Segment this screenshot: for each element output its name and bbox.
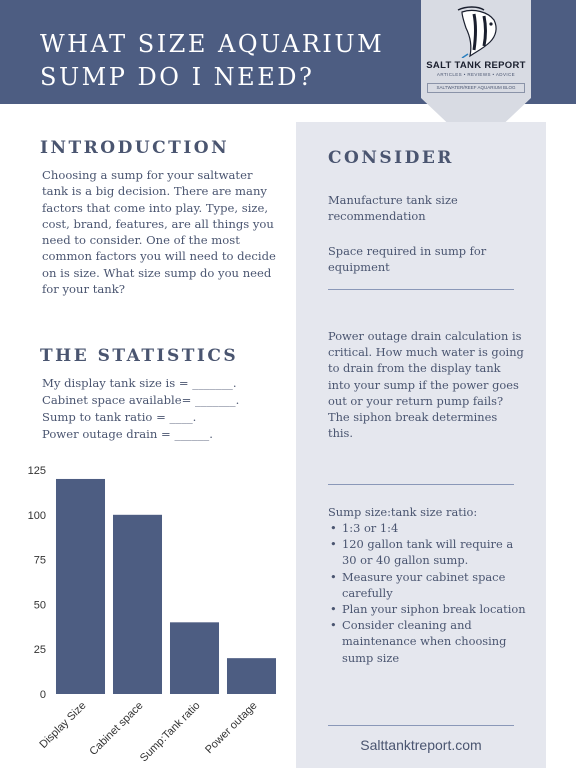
logo-blog-label: SALTWATER/REEF AQUARIUM BLOG	[427, 83, 525, 93]
y-tick-label: 25	[33, 644, 46, 657]
logo-name: SALT TANK REPORT	[426, 60, 526, 71]
consider-item-power-outage: Power outage drain calculation is critical. How much water is going to drain from the display tank into your sump if the power goes out or your return pump fails? The siphon break determines this.	[328, 329, 524, 441]
ratio-intro: Sump size:tank size ratio:	[328, 505, 478, 519]
introduction-text: Choosing a sump for your saltwater tank is a big decision. There are many factors that come into play. Type, size, cost, brand, features, are all things you need to consider. One of the most common factors you will need to decide on is size. What size sump do you need for your tank?	[42, 168, 276, 297]
bar-sump-tank-ratio	[170, 622, 219, 694]
y-tick-label: 50	[33, 599, 46, 612]
introduction-heading: INTRODUCTION	[40, 138, 230, 158]
consider-item-tank-size: Manufacture tank size recommendation	[328, 193, 458, 224]
divider	[328, 484, 514, 485]
bar-power-outage	[227, 658, 276, 694]
stat-line-display-size: My display tank size is = _______.	[42, 376, 237, 390]
consider-heading: CONSIDER	[328, 148, 454, 168]
consider-item-equipment-space: Space required in sump for equipment	[328, 244, 487, 275]
site-url: Salttanktreport.com	[360, 737, 482, 753]
x-tick-label: Cabinet space	[87, 699, 146, 758]
x-tick-label: Power outage	[203, 699, 260, 757]
y-tick-label: 0	[39, 689, 46, 701]
page-title: WHAT SIZE AQUARIUM SUMP DO I NEED?	[40, 30, 385, 91]
bar-cabinet-space	[113, 515, 162, 694]
y-tick-label: 125	[27, 465, 46, 477]
ratio-bullet: • Measure your cabinet space carefully	[328, 569, 528, 601]
bar-display-size	[56, 479, 105, 694]
x-tick-label: Display Size	[37, 699, 89, 751]
statistics-heading: THE STATISTICS	[40, 346, 239, 366]
divider	[328, 725, 514, 726]
ratio-bullet-list	[328, 520, 528, 666]
stat-line-cabinet-space: Cabinet space available= _______.	[42, 393, 240, 407]
divider	[328, 289, 514, 290]
logo-tagline: ARTICLES • REVIEWS • ADVICE	[436, 72, 516, 77]
stat-line-ratio: Sump to tank ratio = ____.	[42, 410, 197, 424]
stat-line-power-outage: Power outage drain = ______.	[42, 427, 213, 441]
ratio-bullet: • Consider cleaning and maintenance when choosing sump size	[328, 617, 528, 666]
x-tick-label: Sump:Tank ratio	[137, 699, 203, 765]
y-tick-label: 75	[33, 554, 46, 567]
statistics-bar-chart	[0, 455, 296, 768]
y-tick-label: 100	[27, 509, 46, 522]
angelfish-icon	[454, 6, 500, 58]
ratio-bullet: • 120 gallon tank will require a 30 or 40 gallon sump.	[328, 536, 528, 568]
ratio-bullet: • Plan your siphon break location	[328, 601, 528, 617]
ratio-bullet: • 1:3 or 1:4	[328, 520, 528, 536]
